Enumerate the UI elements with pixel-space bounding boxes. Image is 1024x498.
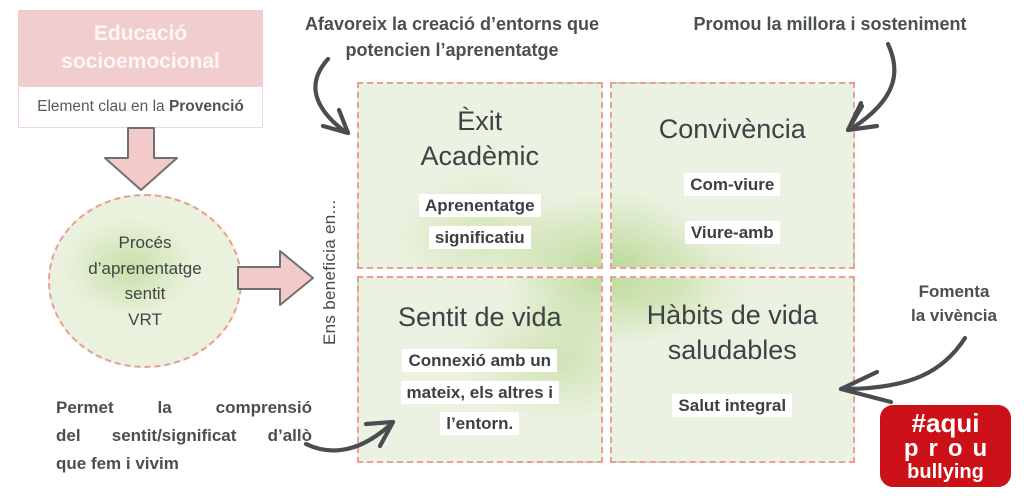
curved-arrow-top-right-icon — [828, 40, 908, 136]
annotation-top-left: Afavoreix la creació d’entorns que potencien l’aprenentatge — [304, 14, 600, 61]
quadrant-convivencia — [610, 82, 856, 269]
quadrant-label: Salut integral — [672, 394, 792, 417]
circle-line: d’aprenentatge — [88, 258, 202, 278]
quadrant-habits-saludables — [610, 276, 856, 463]
curved-arrow-bottom-left-icon — [303, 406, 401, 464]
annotation-bottom-left: Permet la comprensió del sentit/significat d’allò que fem i vivim — [56, 398, 312, 474]
annotation-right: Fomenta la vivència — [910, 282, 997, 325]
quadrant-label: Aprenentatge significatiu — [419, 194, 541, 248]
curved-arrow-top-left-icon — [302, 57, 362, 139]
logo-line: prou — [903, 435, 998, 462]
down-block-arrow-icon — [103, 127, 179, 193]
benefit-matrix — [357, 82, 855, 463]
education-title: Educació socioemocional — [61, 21, 220, 73]
key-element-box — [18, 86, 263, 128]
circle-line: sentit — [124, 284, 166, 303]
logo-line: bullying — [907, 461, 984, 483]
key-element-text: Element clau en la Provenció — [37, 98, 244, 115]
circle-line: Procés — [118, 233, 172, 252]
quadrant-label: Viure-amb — [685, 221, 780, 244]
quadrant-label: Connexió amb un mateix, els altres i l’entorn. — [401, 349, 559, 435]
curved-arrow-right-icon — [833, 332, 978, 404]
aquiproubullying-logo — [880, 405, 1011, 487]
annotation-top-right: Promou la millora i sosteniment — [693, 14, 967, 34]
quadrant-title: Èxit Acadèmic — [420, 106, 540, 172]
quadrant-title: Sentit de vida — [397, 302, 562, 332]
quadrant-title: Convivència — [658, 114, 806, 144]
axis-label: Ens beneficia en... — [320, 199, 339, 346]
logo-line: #aqui — [911, 408, 980, 438]
key-element-bold: Provenció — [168, 98, 244, 115]
learning-process-circle — [48, 194, 242, 368]
quadrant-title: Hàbits de vida saludables — [646, 300, 818, 366]
circle-line: VRT — [128, 309, 162, 329]
quadrant-label: Com-viure — [684, 173, 780, 196]
right-block-arrow-icon — [237, 248, 315, 308]
education-title-box — [18, 10, 263, 86]
quadrant-exit-academic — [357, 82, 603, 269]
